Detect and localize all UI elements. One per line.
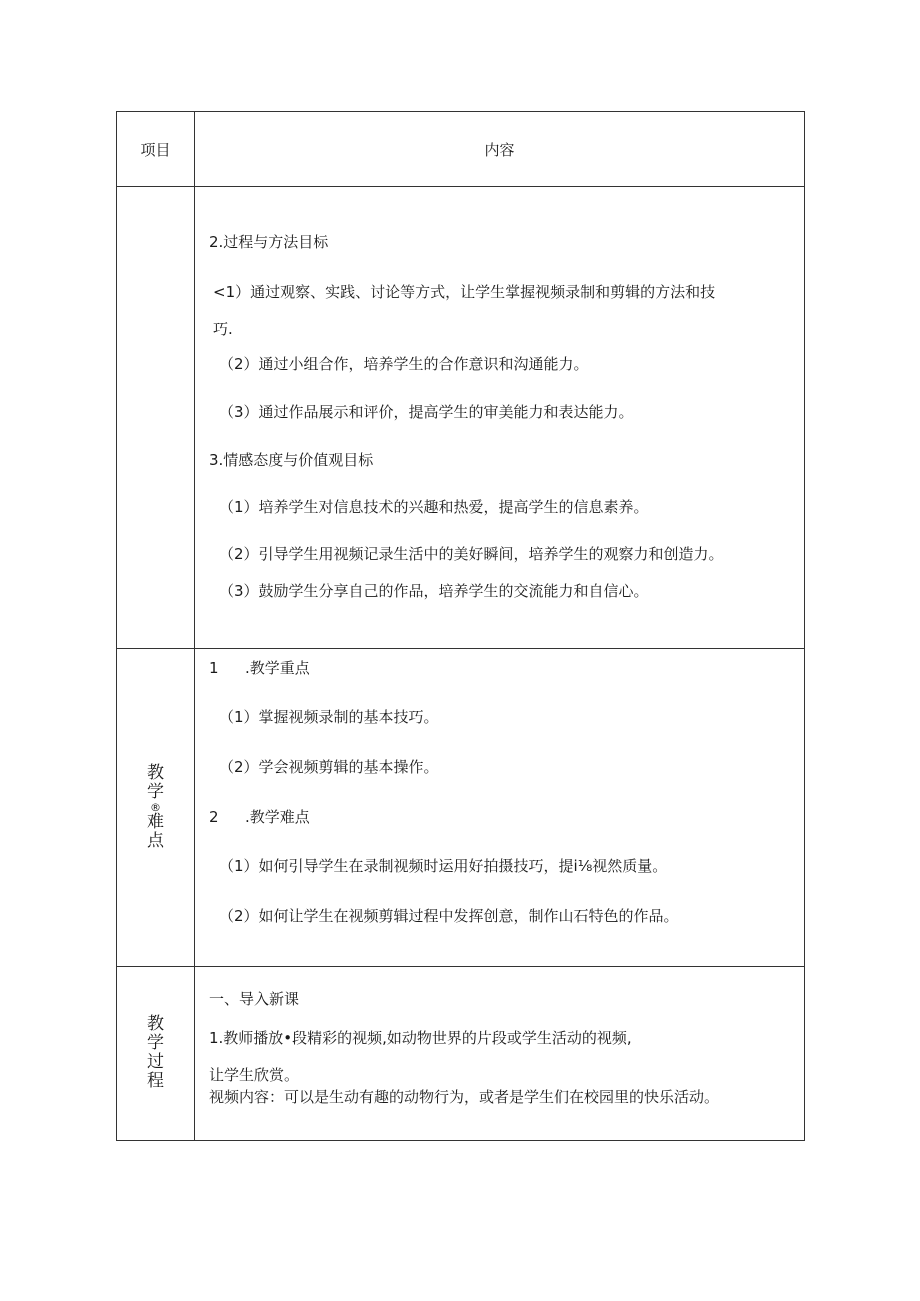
process-line: 视频内容：可以是生动有趣的动物行为，或者是学生们在校园里的快乐活动。 xyxy=(209,1088,720,1106)
keys-line: （1）掌握视频录制的基本技巧。 xyxy=(219,708,439,726)
keys-label-char: ® xyxy=(150,801,161,814)
goals-line: （2）通过小组合作，培养学生的合作意识和沟通能力。 xyxy=(219,355,589,373)
process-label-cell xyxy=(117,967,195,1141)
process-label-char: 过 xyxy=(147,1052,164,1072)
keys-label-char: 教 xyxy=(147,763,164,783)
header-content: 内容 xyxy=(484,140,515,159)
process-line: 一、导入新课 xyxy=(209,990,300,1008)
keys-heading-num: 1 xyxy=(209,659,219,677)
process-label xyxy=(117,1015,194,1091)
process-label-char: 教 xyxy=(147,1014,164,1034)
process-label-char: 学 xyxy=(147,1033,164,1053)
keys-label-char: 学 xyxy=(147,782,164,802)
keys-content-cell xyxy=(195,649,805,967)
process-line: 1.教师播放•段精彩的视频,如动物世界的片段或学生活动的视频, xyxy=(209,1029,632,1047)
keys-label-char: 难 xyxy=(147,812,164,832)
process-row xyxy=(117,967,805,1141)
header-label-cell xyxy=(117,112,195,187)
lesson-plan-table xyxy=(116,111,805,1141)
goals-line: （2）引导学生用视频记录生活中的美好瞬间，培养学生的观察力和创造力。 xyxy=(219,545,724,563)
header-content-cell xyxy=(195,112,805,187)
goals-label-cell xyxy=(117,187,195,649)
goals-line: （1）培养学生对信息技术的兴趣和热爱，提高学生的信息素养。 xyxy=(219,498,649,516)
keys-heading-title: .教学难点 xyxy=(245,808,310,826)
goals-line: 2.过程与方法目标 xyxy=(209,233,329,251)
keys-label-char: 点 xyxy=(147,831,164,851)
goals-line: 3.情感态度与价值观目标 xyxy=(209,451,374,469)
goals-line: <1）通过观察、实践、讨论等方式，让学生掌握视频录制和剪辑的方法和技 xyxy=(213,283,716,301)
goals-line: （3）鼓励学生分享自己的作品，培养学生的交流能力和自信心。 xyxy=(219,582,649,600)
goals-content-cell xyxy=(195,187,805,649)
process-label-char: 程 xyxy=(147,1071,164,1091)
goals-line: （3）通过作品展示和评价，提高学生的审美能力和表达能力。 xyxy=(219,403,634,421)
goals-row xyxy=(117,187,805,649)
keys-heading-2 xyxy=(209,807,310,827)
keys-line: （1）如何引导学生在录制视频时运用好拍摄技巧，提i⅛视然质量。 xyxy=(219,857,668,875)
keys-heading-num: 2 xyxy=(209,808,219,826)
process-line: 让学生欣赏。 xyxy=(209,1066,300,1084)
goals-line: 巧. xyxy=(213,320,233,338)
header-label: 项目 xyxy=(140,140,171,159)
keys-label xyxy=(117,764,194,851)
keys-line: （2）如何让学生在视频剪辑过程中发挥创意，制作山石特色的作品。 xyxy=(219,907,679,925)
keys-heading-title: .教学重点 xyxy=(245,659,310,677)
keys-line: （2）学会视频剪辑的基本操作。 xyxy=(219,758,439,776)
process-content-cell xyxy=(195,967,805,1141)
table-header-row xyxy=(117,112,805,187)
keys-row xyxy=(117,649,805,967)
keys-label-cell xyxy=(117,649,195,967)
keys-heading-1 xyxy=(209,658,310,678)
